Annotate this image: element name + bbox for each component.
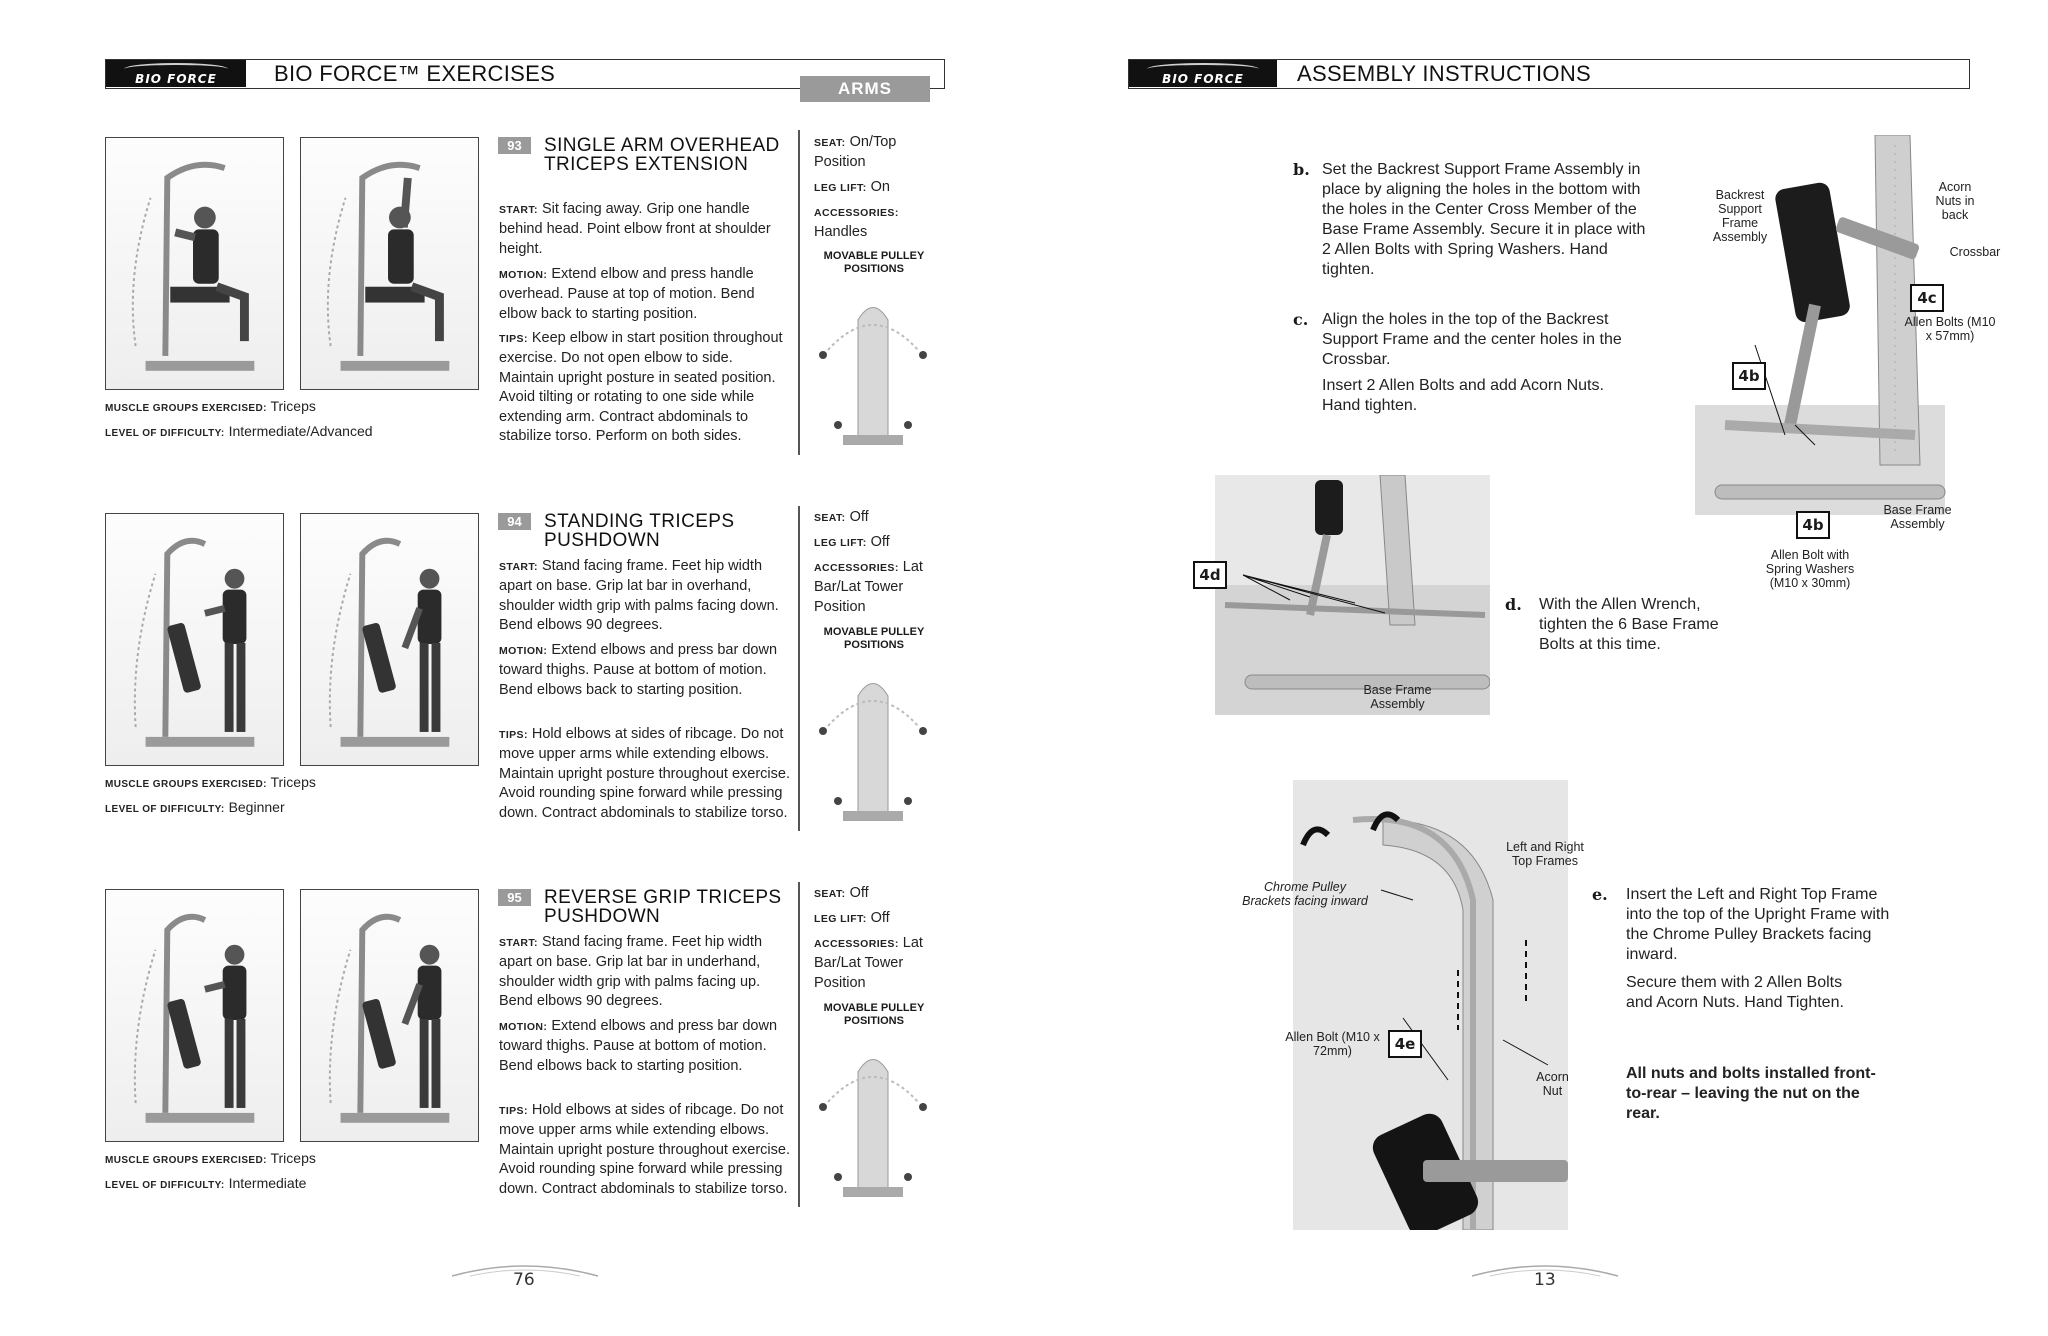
exercise-tips: TIPS: Hold elbows at sides of ribcage. Do not move upper arms while extending elbows. Maintain upright posture throughout exercise. Avoid rounding spine forward while pressing down. Contract abdominals to stabilize torso. [499, 1102, 790, 1197]
pulley-diagram [808, 280, 938, 450]
exercise-title: SINGLE ARM OVERHEAD TRICEPS EXTENSION [544, 135, 780, 175]
callout-allen-30: Allen Bolt with Spring Washers (M10 x 30mm) [1765, 548, 1855, 590]
exercise-photo-start [105, 889, 284, 1142]
callout-crossbar: Crossbar [1949, 245, 2001, 259]
callout-acorn-nuts-back: Acorn Nuts in back [1935, 180, 1975, 222]
section-tab: ARMS [800, 76, 930, 102]
standing-exercise-illustration [301, 890, 478, 1141]
base-frame-figure [1215, 475, 1490, 715]
exercise-photo-end [300, 513, 479, 766]
seat-setting: SEAT: On/Top Position [814, 134, 897, 171]
exercise-photo-start [105, 137, 284, 390]
accessories: ACCESSORIES: Handles [814, 207, 899, 241]
step-e-text-2: Secure them with 2 Allen Bolts and Acorn Nuts. Hand Tighten. [1626, 974, 1844, 1011]
pulley-positions-title: MOVABLE PULLEY POSITIONS [823, 250, 925, 275]
right-page-header [1128, 59, 1970, 89]
callout-base-frame-2: Base Frame Assembly [1363, 683, 1432, 711]
seat-setting: SEAT: Off [814, 885, 869, 901]
pulley-positions-title: MOVABLE PULLEY POSITIONS [823, 626, 925, 651]
difficulty-level: LEVEL OF DIFFICULTY: Beginner [105, 799, 285, 815]
callout-allen-57: Allen Bolts (M10 x 57mm) [1904, 315, 1996, 343]
tag-4b: 4b [1732, 362, 1766, 390]
tag-4c: 4c [1910, 284, 1944, 312]
exercise-motion: MOTION: Extend elbows and press bar down toward thighs. Pause at bottom of motion. Bend elbows back to starting position. [499, 642, 778, 698]
column-divider [798, 130, 800, 455]
bio-force-logo [106, 60, 246, 87]
step-e-text: Insert the Left and Right Top Frame into the top of the Upright Frame with the Chrome Pulley Brackets facing inward. [1626, 886, 1890, 963]
exercise-motion: MOTION: Extend elbow and press handle overhead. Pause at top of motion. Bend elbow back to starting position. [499, 266, 755, 322]
accessories: ACCESSORIES: Lat Bar/Lat Tower Position [814, 559, 923, 615]
step-d-text: With the Allen Wrench, tighten the 6 Base Frame Bolts at this time. [1539, 596, 1719, 653]
tag-4e: 4e [1388, 1030, 1422, 1058]
tag-4b: 4b [1796, 511, 1830, 539]
callout-base-frame-1: Base Frame Assembly [1883, 503, 1952, 531]
callout-left-right-top: Left and Right Top Frames [1506, 840, 1584, 868]
exercise-number-badge: 94 [498, 513, 531, 530]
exercise-start: START: Stand facing frame. Feet hip width apart on base. Grip lat bar in overhand, shoulder width grip with palms facing down. Bend elbows 90 degrees. [499, 558, 779, 634]
seated-exercise-illustration [106, 138, 283, 389]
exercise-photo-end [300, 889, 479, 1142]
exercise-number-badge: 95 [498, 889, 531, 906]
page-title: ASSEMBLY INSTRUCTIONS [1297, 61, 1591, 86]
page-title: BIO FORCE™ EXERCISES [274, 61, 556, 86]
exercise-start: START: Sit facing away. Grip one handle behind head. Point elbow front at shoulder height. [499, 201, 771, 257]
page-number: 76 [513, 1270, 535, 1290]
callout-acorn-nut: Acorn Nut [1536, 1070, 1569, 1098]
muscle-groups: MUSCLE GROUPS EXERCISED: Triceps [105, 398, 316, 414]
step-c-text: Align the holes in the top of the Backrest Support Frame and the center holes in the Crossbar. [1322, 311, 1622, 368]
pulley-positions-title: MOVABLE PULLEY POSITIONS [823, 1002, 925, 1027]
muscle-groups: MUSCLE GROUPS EXERCISED: Triceps [105, 1150, 316, 1166]
step-d-letter: d. [1505, 595, 1522, 614]
pulley-diagram [808, 1032, 938, 1202]
standing-exercise-illustration [106, 514, 283, 765]
callout-chrome-pulley: Chrome Pulley Brackets facing inward [1242, 880, 1368, 908]
step-c-letter: c. [1293, 310, 1309, 329]
standing-exercise-illustration [106, 890, 283, 1141]
page-number: 13 [1534, 1270, 1556, 1290]
tag-4d: 4d [1193, 561, 1227, 589]
exercise-title: REVERSE GRIP TRICEPS PUSHDOWN [544, 887, 782, 927]
exercise-tips: TIPS: Hold elbows at sides of ribcage. Do not move upper arms while extending elbows. Maintain upright posture throughout exercise. Avoid rounding spine forward while pressing down. Contract abdominals to stabilize torso. [499, 726, 790, 821]
callout-backrest: Backrest Support Frame Assembly [1712, 188, 1768, 244]
logo-text: BIO FORCE [1162, 71, 1244, 86]
muscle-groups: MUSCLE GROUPS EXERCISED: Triceps [105, 774, 316, 790]
seat-setting: SEAT: Off [814, 509, 869, 525]
difficulty-level: LEVEL OF DIFFICULTY: Intermediate [105, 1175, 307, 1191]
seated-exercise-illustration [301, 138, 478, 389]
exercise-photo-end [300, 137, 479, 390]
exercise-title: STANDING TRICEPS PUSHDOWN [544, 511, 735, 551]
exercise-tips: TIPS: Keep elbow in start position throughout exercise. Do not open elbow to side. Maintain upright posture in seated position. Avoid tilting or rotating to one side while extending arm. Contract abdominals to stabilize torso. Perform on both sides. [499, 330, 783, 445]
difficulty-level: LEVEL OF DIFFICULTY: Intermediate/Advanced [105, 423, 373, 439]
standing-exercise-illustration [301, 514, 478, 765]
column-divider [798, 506, 800, 831]
bio-force-logo [1129, 60, 1277, 87]
step-e-letter: e. [1592, 885, 1608, 904]
exercise-motion: MOTION: Extend elbows and press bar down toward thighs. Pause at bottom of motion. Bend elbows back to starting position. [499, 1018, 778, 1074]
leg-lift-setting: LEG LIFT: On [814, 179, 890, 195]
callout-allen-72: Allen Bolt (M10 x 72mm) [1285, 1030, 1380, 1058]
accessories: ACCESSORIES: Lat Bar/Lat Tower Position [814, 935, 923, 991]
exercise-photo-start [105, 513, 284, 766]
step-b-letter: b. [1293, 160, 1310, 179]
assembly-note: All nuts and bolts installed front-to-rear – leaving the nut on the rear. [1626, 1065, 1876, 1122]
column-divider [798, 882, 800, 1207]
step-c-text-2: Insert 2 Allen Bolts and add Acorn Nuts. Hand tighten. [1322, 377, 1604, 414]
exercise-number-badge: 93 [498, 137, 531, 154]
leg-lift-setting: LEG LIFT: Off [814, 910, 890, 926]
exercise-start: START: Stand facing frame. Feet hip width apart on base. Grip lat bar in underhand, shoulder width grip with palms facing up. Bend elbows 90 degrees. [499, 934, 763, 1010]
logo-text: BIO FORCE [135, 71, 217, 86]
step-b-text: Set the Backrest Support Frame Assembly in place by aligning the holes in the bottom with the holes in the Center Cross Member of the Base Frame Assembly. Secure it in place with 2 Allen Bolts with Spring Washers. Hand tighten. [1322, 161, 1646, 278]
leg-lift-setting: LEG LIFT: Off [814, 534, 890, 550]
pulley-diagram [808, 656, 938, 826]
